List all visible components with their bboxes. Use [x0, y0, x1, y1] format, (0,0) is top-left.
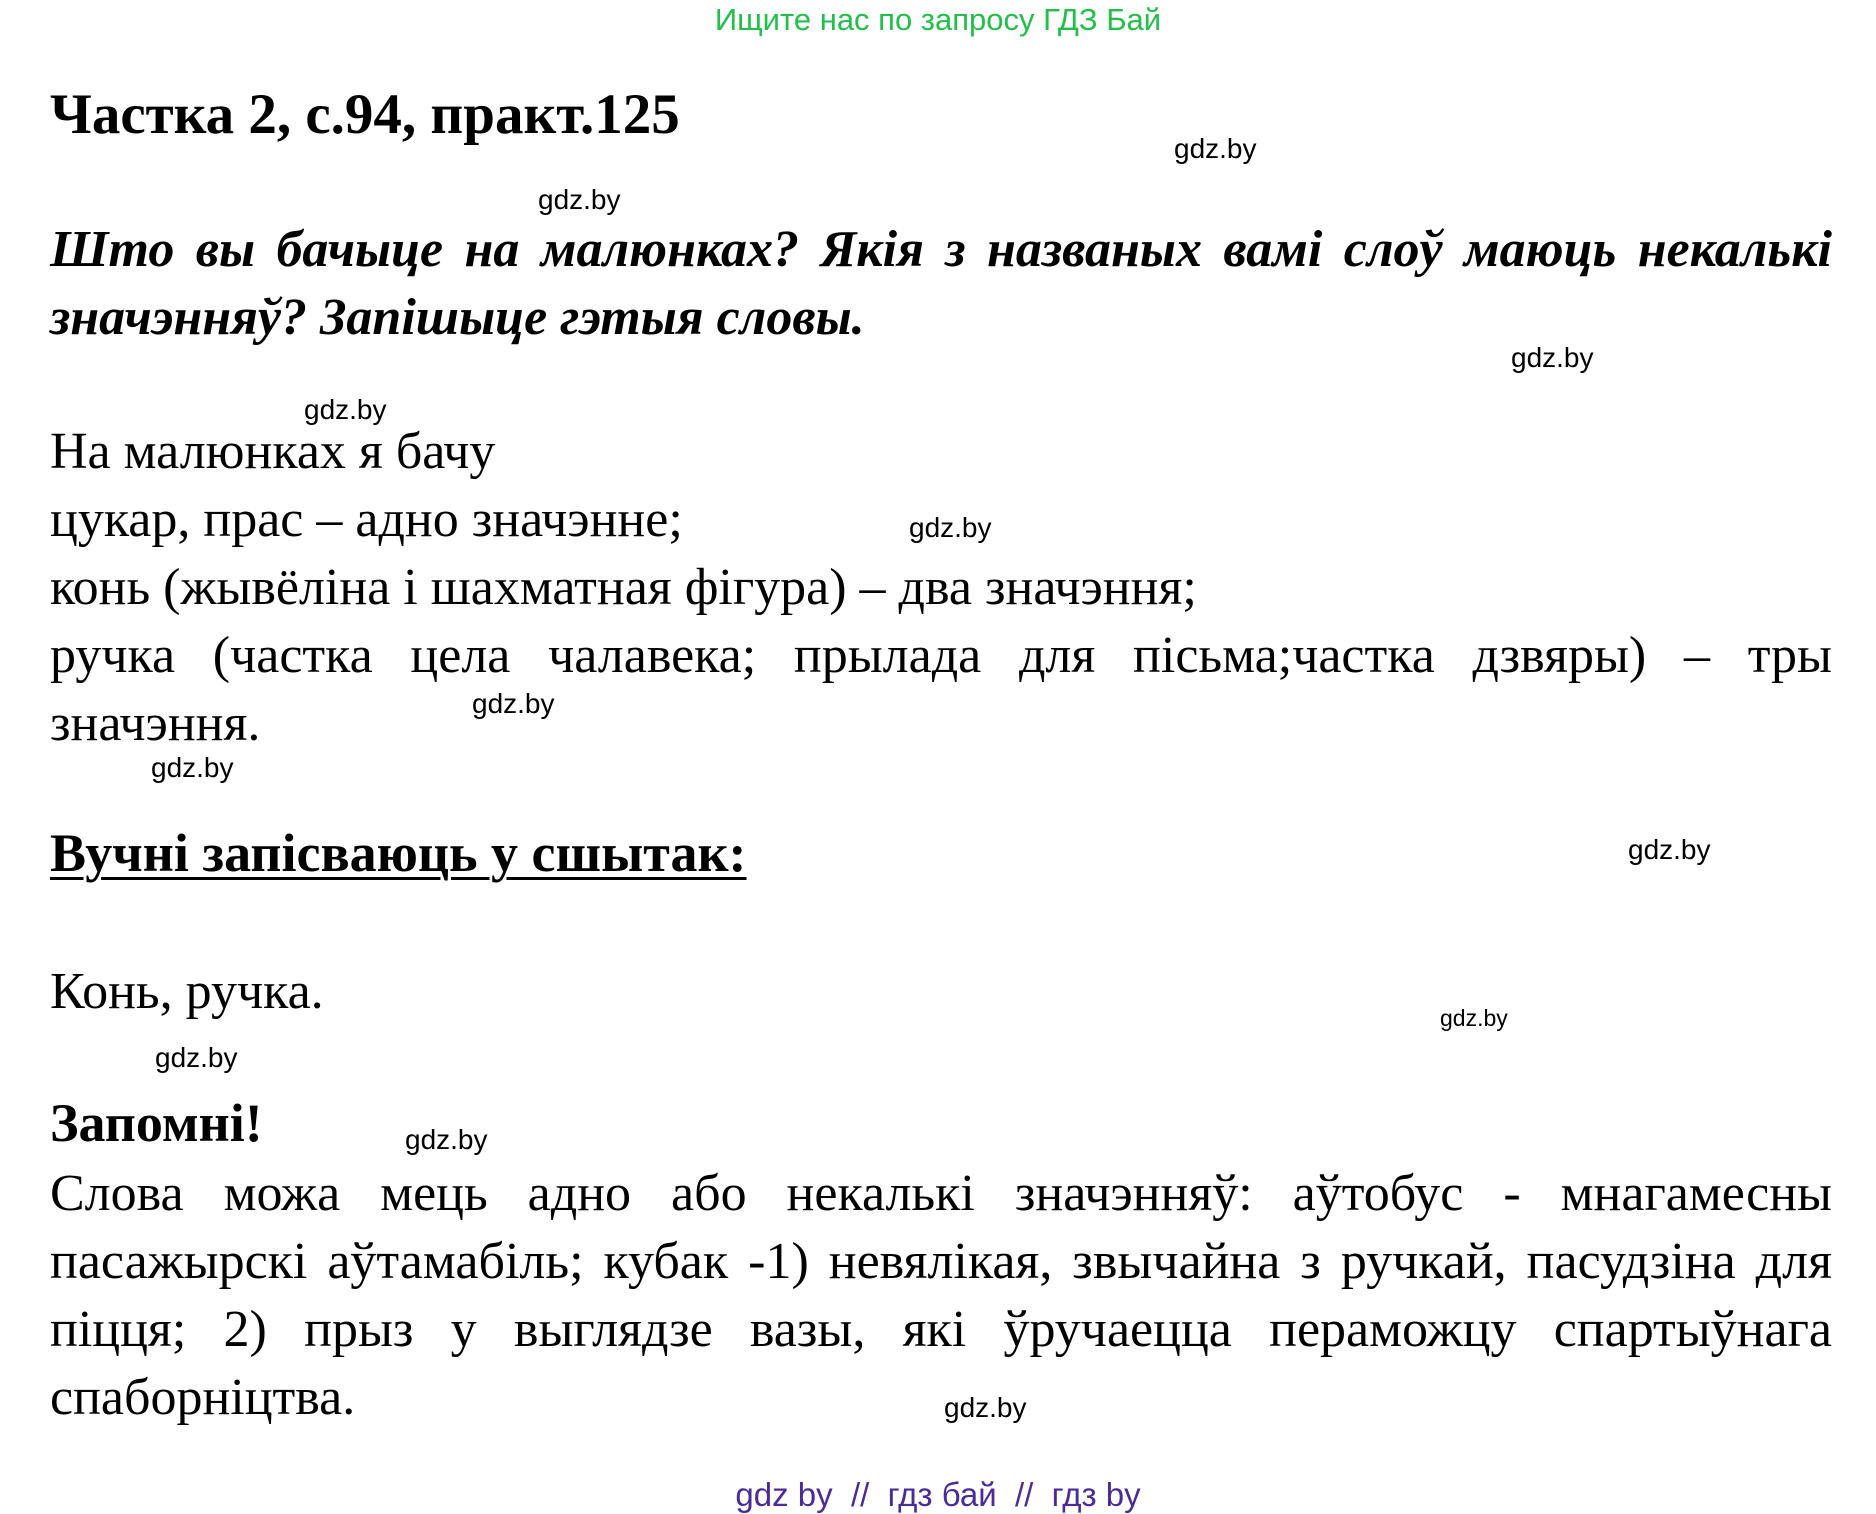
watermark: gdz.by — [472, 688, 555, 719]
watermark: gdz.by — [1440, 1005, 1508, 1031]
watermark: gdz.by — [1511, 342, 1594, 373]
watermark: gdz.by — [304, 394, 387, 425]
answer-line-4: ручка (частка цела чалавека; прылада для пісьма;частка дзвяры) – тры значэння. — [50, 627, 1832, 752]
remember-text: Слова можа мець адно або некалькі значэнняў: аўтобус - мнагамесны пасажырскі аўтамабіль; кубак -1) невялікая, звычайна з ручкай, пасудзіна для піцця; 2) прыз у выглядзе вазы, які ўручаецца пераможцу спартыўнага спаборніцтва. — [50, 1165, 1832, 1426]
answer-line-3: конь (жывёліна і шахматная фігура) – два значэння; — [50, 559, 1197, 616]
remember-heading: Запомні! — [50, 1093, 263, 1153]
footer-links: gdz by // гдз бай // гдз by — [735, 1476, 1141, 1513]
task-question: Што вы бачыце на малюнках? Якія з названых вамі слоў маюць некалькі значэнняў? Запішыце гэтыя словы. — [50, 221, 1832, 346]
answer-line-1: На малюнках я бачу — [50, 423, 496, 480]
watermark: gdz.by — [909, 512, 992, 543]
answer-block — [50, 418, 1832, 758]
watermark: gdz.by — [1174, 133, 1257, 164]
page-title: Частка 2, с.94, практ.125 — [50, 83, 680, 146]
watermark: gdz.by — [155, 1042, 238, 1073]
top-banner: Ищите нас по запросу ГДЗ Бай — [714, 2, 1162, 37]
answer-line-2: цукар, прас – адно значэнне; — [50, 491, 683, 548]
watermark: gdz.by — [944, 1392, 1027, 1423]
watermark: gdz.by — [405, 1124, 488, 1155]
watermark: gdz.by — [538, 184, 621, 215]
notebook-answer: Конь, ручка. — [50, 963, 324, 1020]
watermark: gdz.by — [151, 752, 234, 783]
watermark: gdz.by — [1628, 834, 1711, 865]
notebook-heading: Вучні запісваюць у сшытак: — [50, 823, 747, 883]
